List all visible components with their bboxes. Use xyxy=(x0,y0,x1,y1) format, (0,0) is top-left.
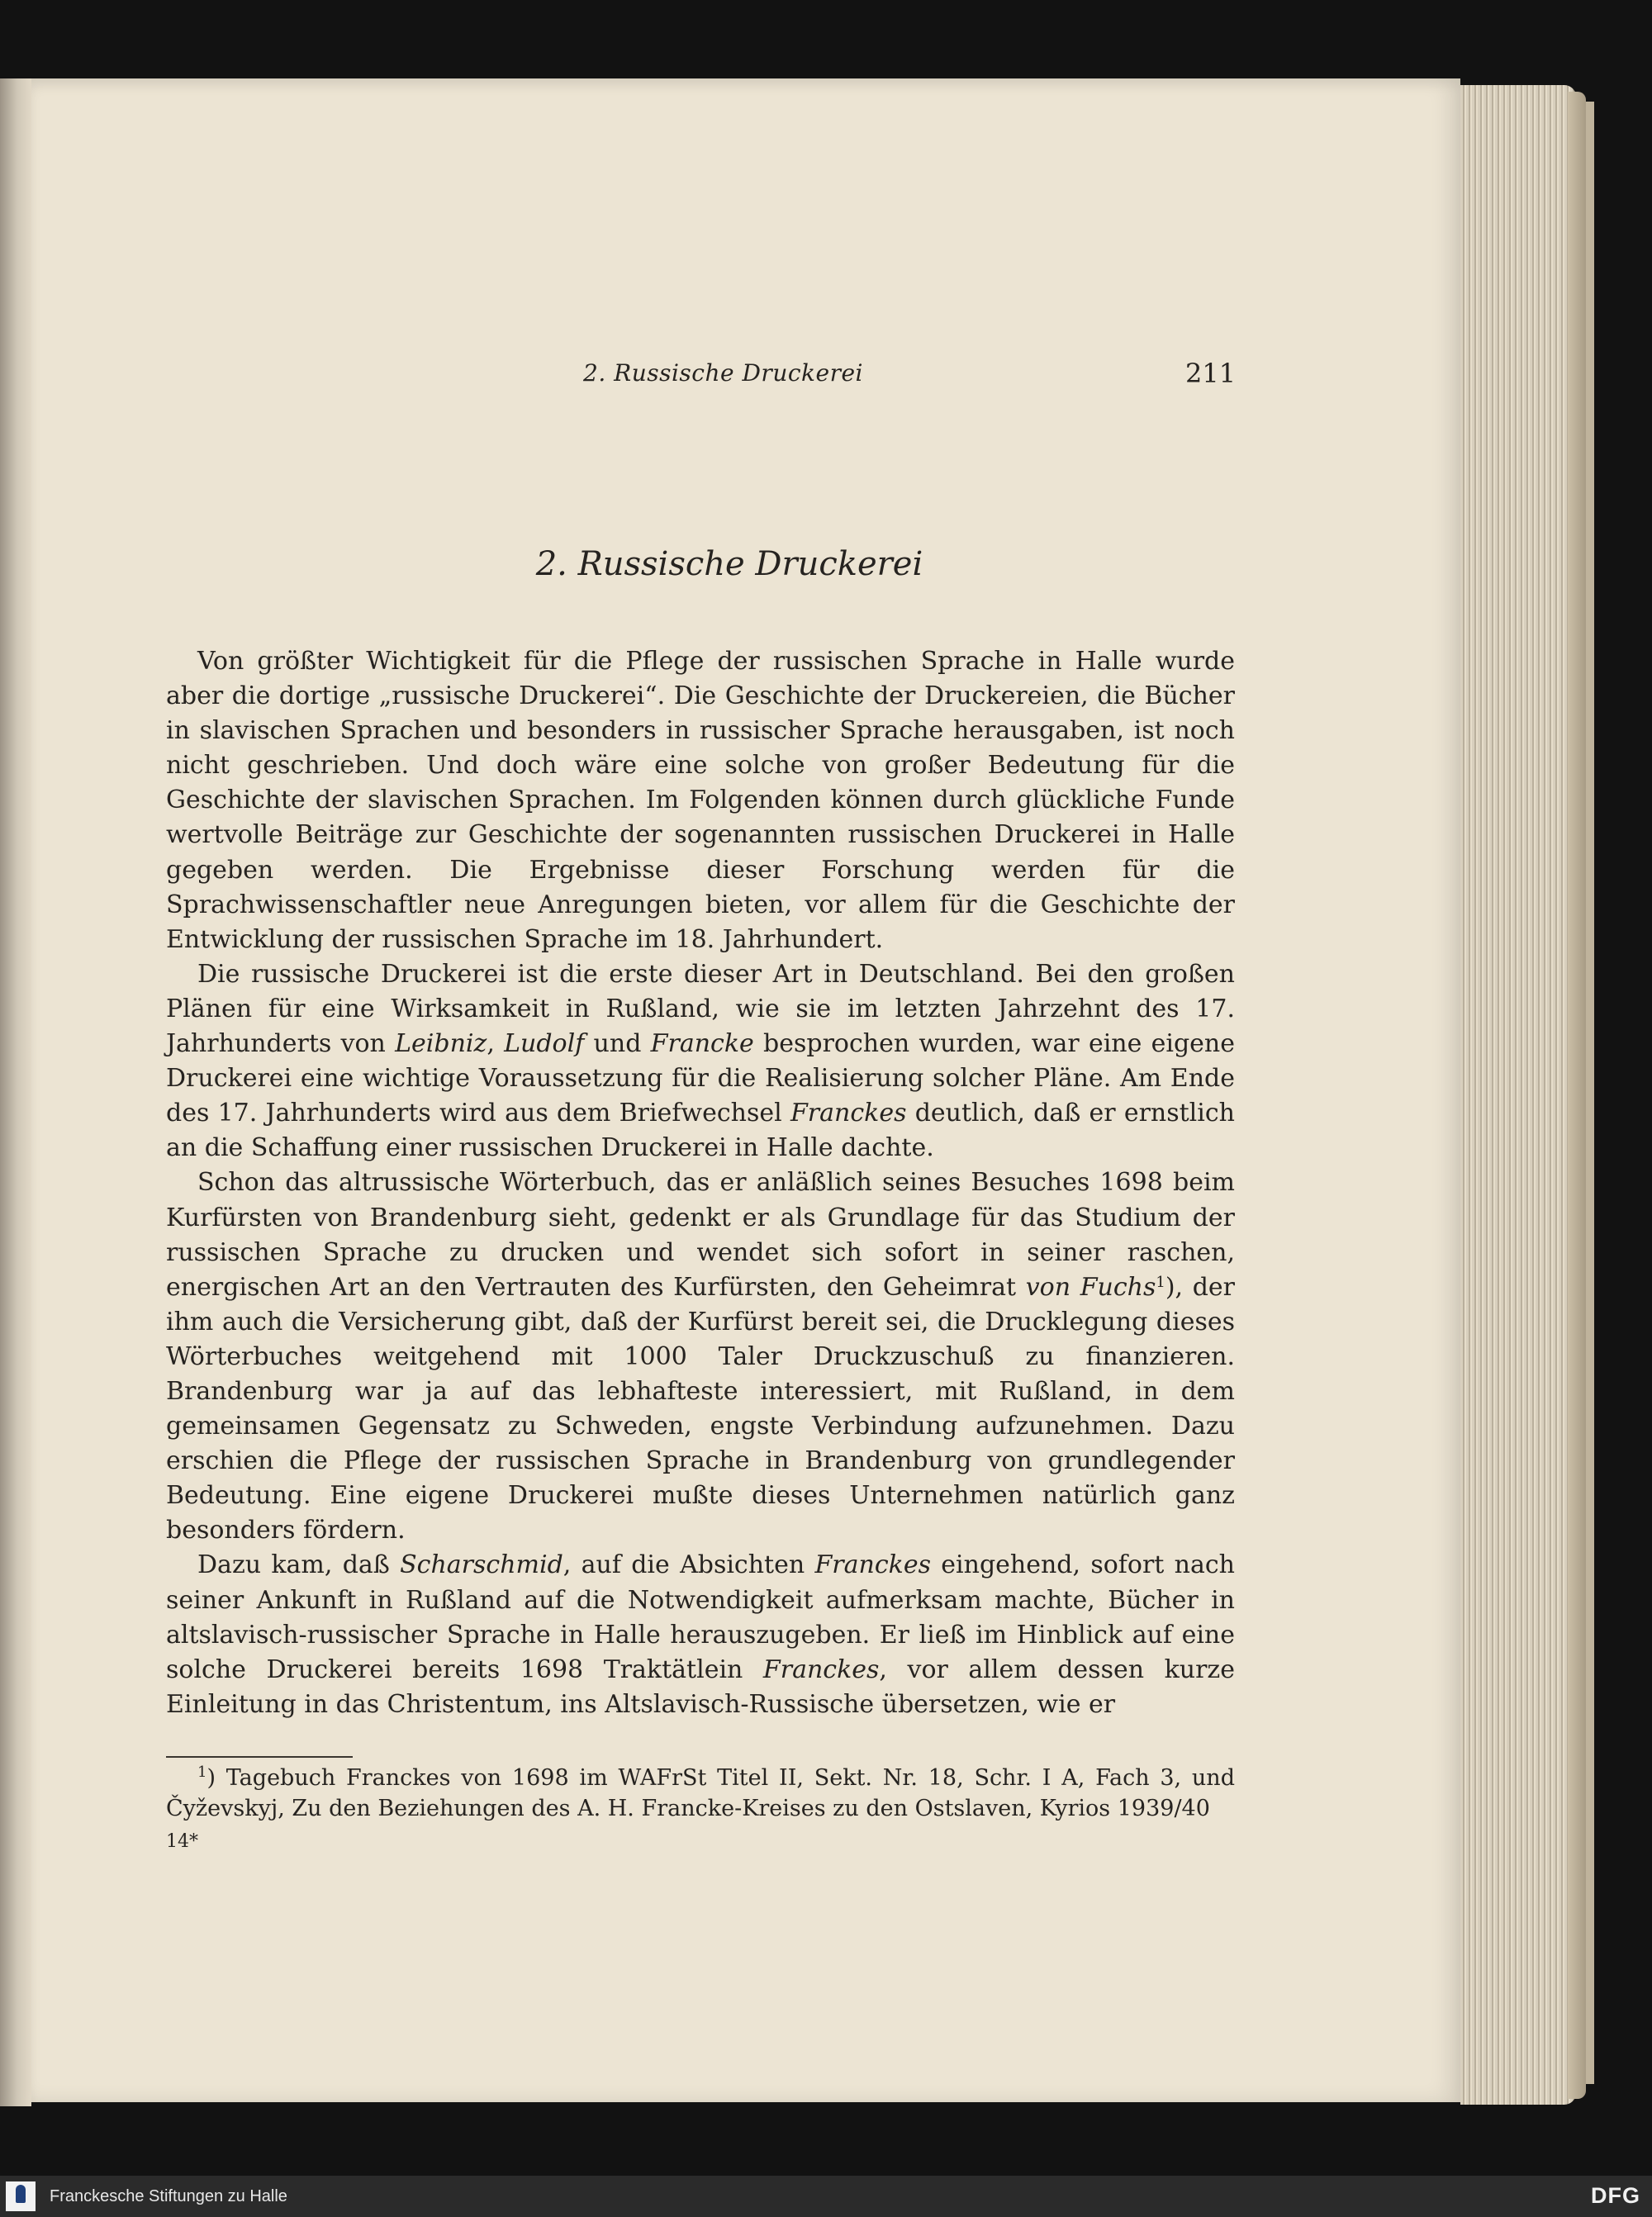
italic-name: Leibniz xyxy=(395,1029,487,1059)
text-run: Schon das altrussische Wörterbuch, das er anläßlich seines Besuches 1698 beim Kurfürsten von Brandenburg sieht, gedenkt er als Grundlage für das Studium der russischen Sprache zu drucken und wendet sich sofort in seiner raschen, energischen Art an den Vertrauten des Kurfürsten, den Geheimrat xyxy=(166,1168,1235,1302)
footnote-1 xyxy=(166,1764,1235,1824)
text-run: deutlich, daß er ernstlich an die Schaffung einer russischen Druckerei in Halle dachte. xyxy=(166,1099,1235,1163)
text-run: Von größter Wichtigkeit für die Pflege der russischen Sprache in Halle wurde aber die dortige „russische Druckerei“. Die Geschichte der Druckereien, die Bücher in slavischen Sprachen und besonders in russischer Sprache herausgaben, ist noch nicht geschrieben. Und doch wäre eine solche von großer Bedeutung für die Geschichte der slavischen Sprachen. Im Folgenden können durch glückliche Funde wertvolle Beiträge zur Geschichte der sogenannten russischen Druckerei in Halle gegeben werden. Die Ergebnisse dieser Forschung werden für die Sprachwissenschaftler neue Anregungen bieten, vor allem für die Geschichte der Entwicklung der russischen Sprache im 18. Jahrhundert. xyxy=(166,647,1235,954)
institution-logo-icon xyxy=(6,2181,36,2211)
section-heading: 2. Russische Druckerei xyxy=(535,545,923,583)
text-run: und xyxy=(584,1029,651,1059)
italic-name: Franckes xyxy=(814,1550,931,1580)
text-run: ), der ihm auch die Versicherung gibt, daß der Kurfürst bereit sei, die Drucklegung dieses Wörterbuches weitgehend mit 1000 Taler Druckzuschuß zu finanzieren. Brandenburg war ja auf das lebhafteste interessiert, mit Rußland, in dem gemeinsamen Gegensatz zu Schweden, engste Verbindung aufzunehmen. Dazu erschien die Pflege der russischen Sprache in Brandenburg von grundlegender Bedeutung. Eine eigene Druckerei mußte dieses Unternehmen natürlich ganz besonders fördern. xyxy=(166,1272,1236,1545)
viewer-footer-bar xyxy=(0,2176,1652,2217)
footnote-text: ) Tagebuch Franckes von 1698 im WAFrSt Titel II, Sekt. Nr. 18, Schr. I A, Fach 3, und Čyževskyj, Zu den Beziehungen des A. H. Francke-Kreises zu den Ostslaven, Kyrios 1939/40 xyxy=(166,1765,1235,1821)
text-run: , vor allem dessen kurze Einleitung in das Christentum, ins Altslavisch-Russische übersetzen, wie er xyxy=(166,1654,1235,1719)
body-text xyxy=(166,644,1235,1722)
text-run: Die russische Druckerei ist die erste dieser Art in Deutschland. Bei den großen Plänen für eine Wirksamkeit in Rußland, wie sie im letzten Jahrzehnt des 17. Jahrhunderts von xyxy=(166,959,1235,1059)
text-run: Dazu kam, daß xyxy=(197,1550,401,1580)
page-block-edges xyxy=(1460,85,1576,2105)
funder-logo: DFG xyxy=(1591,2183,1640,2208)
italic-name: Ludolf xyxy=(504,1029,585,1059)
italic-name: von Fuchs xyxy=(1025,1272,1156,1302)
text-run: , auf die Absichten xyxy=(563,1550,815,1580)
paragraph xyxy=(166,644,1235,957)
text-run: eingehend, sofort nach seiner Ankunft in Rußland auf die Notwendigkeit aufmerksam machte, Bücher in altslavisch-russischer Sprache in Halle herauszugeben. Er ließ im Hinblick auf eine solche Druckerei bereits 1698 Traktätlein xyxy=(166,1550,1235,1684)
italic-name: Franckes xyxy=(762,1654,880,1684)
paragraph xyxy=(166,1548,1235,1721)
running-head: 2. Russische Druckerei xyxy=(583,359,863,387)
footnote-reference: 1 xyxy=(1156,1273,1165,1291)
book-page xyxy=(31,78,1460,2102)
printer-signature: 14* xyxy=(166,1831,198,1852)
footnote-rule xyxy=(166,1756,353,1758)
facing-page-edge xyxy=(0,78,31,2106)
italic-name: Franckes xyxy=(790,1099,907,1128)
text-run: , xyxy=(487,1029,505,1059)
paragraph xyxy=(166,1165,1235,1548)
institution-name: Franckesche Stiftungen zu Halle xyxy=(50,2187,287,2205)
footnote-marker: 1 xyxy=(197,1764,207,1781)
text-run: besprochen wurden, war eine eigene Druckerei eine wichtige Voraussetzung für die Realisierung solcher Pläne. Am Ende des 17. Jahrhunderts wird aus dem Briefwechsel xyxy=(166,1029,1235,1128)
paragraph xyxy=(166,957,1235,1166)
italic-name: Scharschmid xyxy=(400,1550,563,1580)
page-number: 211 xyxy=(1185,358,1237,389)
italic-name: Francke xyxy=(650,1029,754,1059)
footnotes xyxy=(166,1764,1235,1858)
